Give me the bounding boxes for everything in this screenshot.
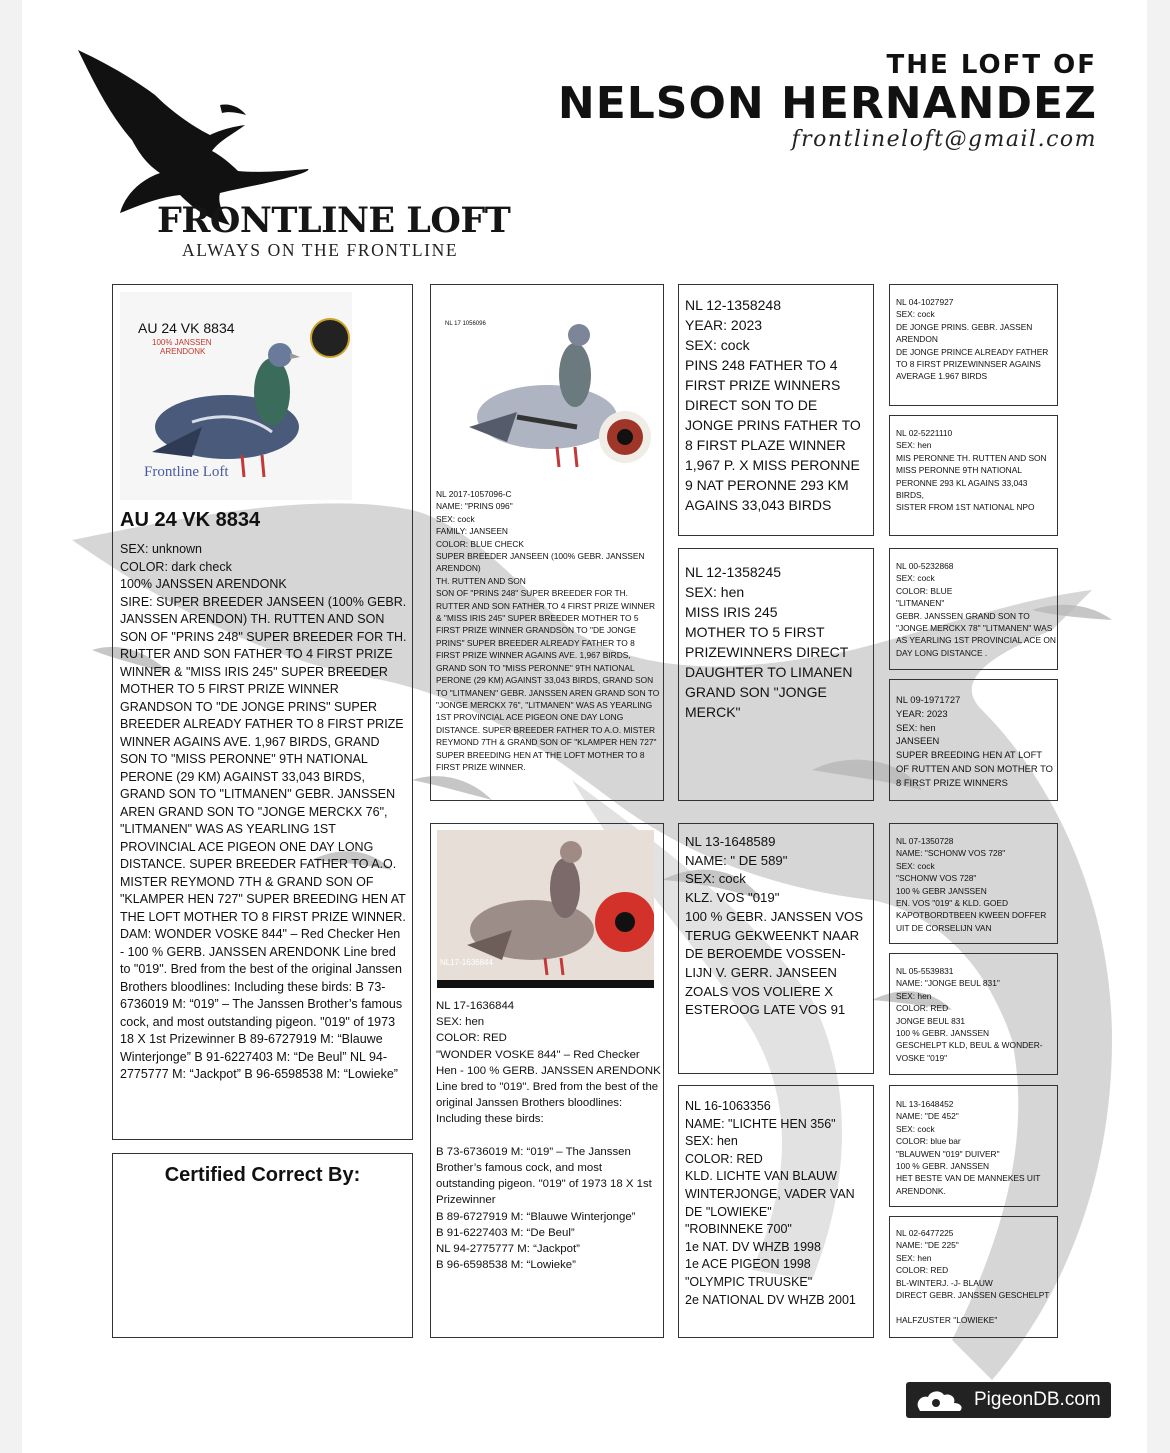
gen3-details-1: NL 04-1027927 SEX: cock DE JONGE PRINS. GEBR. JASSEN ARENDON DE JONGE PRINCE ALREADY FATHER TO 8 FIRST PRIZEWINNSER AGAINS AVERAGE 1.967 BIRDS [896,297,1049,382]
gen3-details-5: NL 07-1350728 NAME: "SCHONW VOS 728" SEX: cock "SCHONW VOS 728" 100 % GEBR JANSSEN EN. VOS "019" & KLD. GOED KAPOTBORDTBEEN KWEEN DOFFER UIT DE CORSELIJN VAN [896,836,1047,933]
gen2-details-3: NL 13-1648589 NAME: " DE 589" SEX: cock KLZ. VOS "019" 100 % GEBR. JANSSEN VOS TERUG GEKWEENKT NAAR DE BEROEMDE VOSSEN-LIJN V. GERR. JANSEEN ZOALS VOS VOLIERE X ESTEROOG LATE VOS 91 [685,834,864,1018]
gen3-details-4: NL 09-1971727 YEAR: 2023 SEX: hen JANSEEN SUPER BREEDING HEN AT LOFT OF RUTTEN AND SON MOTHER TO 8 FIRST PRIZE WINNERS [896,694,1053,788]
gen3-details-2: NL 02-5221110 SEX: hen MIS PERONNE TH. RUTTEN AND SON MISS PERONNE 9TH NATIONAL PERONNE 293 KL AGAINS 33,043 BIRDS, SISTER FROM 1ST NATIONAL NPO [896,428,1047,513]
gen3-card-3 [889,548,1058,670]
gen3-card-1 [889,284,1058,406]
pigeondb-brand: PigeonDB.com [974,1389,1101,1410]
main-photo-watermark: Frontline Loft [144,464,229,480]
gen3-details-8: NL 02-6477225 NAME: "DE 225" SEX: hen COLOR: RED BL-WINTERJ. -J- BLAUW DIRECT GEBR. JANSSEN GESCHELPT HALFZUSTER "LOWIEKE" [896,1228,1050,1325]
gen3-details-7: NL 13-1648452 NAME: "DE 452" SEX: cock COLOR: blue bar "BLAUWEN "019" DUIVER" 100 % GEBR. JANSSEN HET BESTE VAN DE MANNEKES UIT ARENDONK. [896,1099,1041,1196]
dam-card [430,823,664,1338]
gen3-card-6 [889,953,1058,1075]
gen3-details-6: NL 05-5539831 NAME: "JONGE BEUL 831" SEX: hen COLOR: RED JONGE BEUL 831 100 % GEBR. JANSSEN GESCHELPT KLD, BEUL & WONDER-VOSKE "019" [896,966,1043,1063]
gen3-card-2 [889,415,1058,536]
dam-details: NL 17-1636844 SEX: hen COLOR: RED "WONDER VOSKE 844" – Red Checker Hen - 100 % GERB. JANSSEN ARENDONK Line bred to "019". Bred from the best of the original Janssen Brothers bloodlines: Including these birds: B 73-6736019 M: “019” – The Janssen Brother’s famous cock, and most outstanding pigeon. "019" of 1973 18 X 1st Prizewinner B 89-6727919 M: “Blauwe Winterjonge” B 91-6227403 M: “De Beul” NL 94-2775777 M: “Jackpot” B 96-6598538 M: “Lowieke” [436,1000,661,1272]
main-bird-details: SEX: unknown COLOR: dark check 100% JANSSEN ARENDONK SIRE: SUPER BREEDER JANSEEN (100% GEBR. JANSSEN ARENDON) TH. RUTTEN AND SON SON OF "PRINS 248" SUPER BREEDER FOR TH. RUTTER AND SON FATHER TO 4 FIRST PRIZE WINNER & "MISS IRIS 245" SUPER BREEDER MOTHER TO 5 FIRST PRIZE WINNER GRANDSON TO "DE JONGE PRINS" SUPER BREEDER ALREADY FATHER TO 8 FIRST PRIZE WINNER AGAINS AVE. 1,967 BIRDS, GRAND SON TO "MISS PERONNE" 9TH NATIONAL PERONE (29 KM) AGAINST 33,043 BIRDS, GRAND SON TO "LITMANEN" GEBR. JANSSEN AREN GRAND SON TO "JONGE MERCKX 76", "LITMANEN" WAS AS YEARLING 1ST PROVINCIAL ACE PIGEON ONE DAY LONG DISTANCE. SUPER BREEDER FATHER TO A.O. MISTER REYMOND 7TH & GRAND SON OF "KLAMPER HEN 727" SUPER BREEDING HEN AT THE LOFT MOTHER TO 8 FIRST PRIZE WINNER. DAM: WONDER VOSKE 844" – Red Checker Hen - 100 % GERB. JANSSEN ARENDONK Line bred to "019". Bred from the best of the original Janssen Brothers bloodlines: Including these birds: B 73-6736019 M: “019” – The Janssen Brother’s famous cock, and most outstanding pigeon. "019" of 1973 18 X 1st Prizewinner B 89-6727919 M: “Blauwe Winterjonge” B 91-6227403 M: “De Beul” NL 94-2775777 M: “Jackpot” B 96-6598538 M: “Lowieke” [120,542,407,1081]
main-photo-line2: ARENDONK [160,347,206,356]
sire-details: NL 2017-1057096-C NAME: "PRINS 096" SEX: cock FAMILY: JANSEEN COLOR: BLUE CHECK SUPER BREEDER JANSEEN (100% GEBR. JANSSEN ARENDON) TH. RUTTEN AND SON SON OF "PRINS 248" SUPER BREEDER FOR TH. RUTTER AND SON FATHER TO 4 FIRST PRIZE WINNER & "MISS IRIS 245" SUPER BREEDER MOTHER TO 5 FIRST PRIZE WINNER GRANDSON TO "DE JONGE PRINS" SUPER BREEDER ALREADY FATHER TO 8 FIRST PRIZE WINNER AGAINS AVE. 1,967 BIRDS, GRAND SON TO "MISS PERONNE" 9TH NATIONAL PERONE (29 KM) AGAINST 33,043 BIRDS, GRAND SON TO "LITMANEN" GEBR. JANSSEN AREN GRAND SON TO "JONGE MERCKX 76", "LITMANEN" WAS AS YEARLING 1ST PROVINCIAL ACE PIGEON ONE DAY LONG DISTANCE. SUPER BREEDER FATHER TO A.O. MISTER REYMOND 7TH & GRAND SON OF "KLAMPER HEN 727" SUPER BREEDING HEN AT THE LOFT MOTHER TO 8 FIRST PRIZE WINNER. [436,489,660,772]
sire-photo [437,303,657,485]
dam-photo-ring: NL17-1636844 [440,958,493,967]
header-email: frontlineloft@gmail.com [791,127,1097,152]
gen2-card-1 [678,284,874,536]
gen2-card-4 [678,1085,874,1338]
pigeon-photo-icon [447,307,657,482]
certified-label: Certified Correct By: [164,1164,361,1186]
main-bird-photo [120,292,352,500]
header-owner-name: NELSON HERNANDEZ [557,78,1097,129]
sire-card [430,284,664,801]
gen3-card-7 [889,1085,1058,1207]
certified-box [112,1153,413,1338]
gen2-details-1: NL 12-1358248 YEAR: 2023 SEX: cock PINS 248 FATHER TO 4 FIRST PRIZE WINNERS DIRECT SON TO DE JONGE PRINS FATHER TO 8 FIRST PLAZE WINNER 1,967 P. X MISS PERONNE 9 NAT PERONNE 293 KM AGAINS 33,043 BIRDS [685,297,861,513]
gen3-card-5 [889,823,1058,944]
gen3-card-8 [889,1216,1058,1338]
gen3-card-4 [889,679,1058,801]
sire-photo-ring: NL 17 1056096 [445,321,486,327]
dam-photo [437,830,654,988]
pigeondb-logo-icon [914,1387,968,1413]
main-photo-ring: AU 24 VK 8834 [138,320,235,336]
pigeon-photo-icon [132,317,332,487]
header-line1: THE LOFT OF [886,50,1097,80]
logo-tagline: ALWAYS ON THE FRONTLINE [182,240,459,260]
gen2-details-4: NL 16-1063356 NAME: "LICHTE HEN 356" SEX: hen COLOR: RED KLD. LICHTE VAN BLAUW WINTERJONGE, VADER VAN DE "LOWIEKE" "ROBINNEKE 700" 1e NAT. DV WHZB 1998 1e ACE PIGEON 1998 "OLYMPIC TRUUSKE" 2e NATIONAL DV WHZB 2001 [685,1099,856,1307]
main-bird-card [112,284,413,1140]
main-bird-title: AU 24 VK 8834 [120,509,261,531]
pedigree-sheet [22,0,1147,1453]
pigeondb-badge[interactable] [906,1382,1111,1418]
gen2-card-2 [678,548,874,801]
gen2-details-2: NL 12-1358245 SEX: hen MISS IRIS 245 MOTHER TO 5 FIRST PRIZEWINNERS DIRECT DAUGHTER TO LIMANEN GRAND SON "JONGE MERCK" [685,564,853,720]
gen3-details-3: NL 00-5232868 SEX: cock COLOR: BLUE "LITMANEN" GEBR. JANSSEN GRAND SON TO "JONGE MERCKX 78" "LITMANEN" WAS AS YEARLING 1ST PROVINCIAL ACE ON DAY LONG DISTANCE . [896,561,1056,658]
gen2-card-3 [678,823,874,1074]
logo-name: FRONTLINE LOFT [157,200,511,241]
main-photo-line1: 100% JANSSEN [152,338,212,347]
